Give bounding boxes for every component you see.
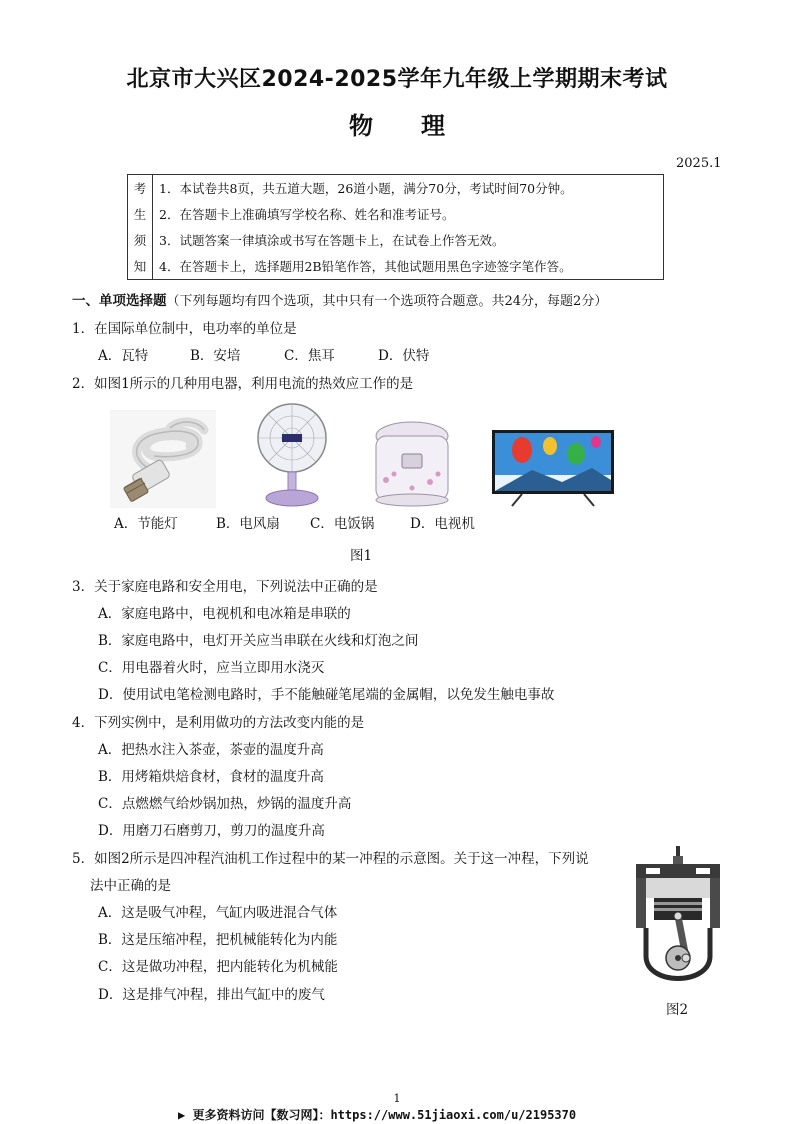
notice-label: 须	[128, 227, 153, 253]
figure-2-caption: 图2	[666, 1002, 689, 1018]
notice-item: 2．在答题卡上准确填写学校名称、姓名和准考证号。	[153, 201, 664, 227]
question-1-stem: 1．在国际单位制中，电功率的单位是	[72, 321, 297, 337]
section-note: （下列每题均有四个选项，其中只有一个选项符合题意。共24分，每题2分）	[166, 294, 608, 309]
q3-option-d: D．使用试电笔检测电路时，手不能触碰笔尾端的金属帽，以免发生触电事故	[98, 687, 555, 703]
question-5-stem-line-2: 法中正确的是	[90, 878, 171, 894]
q4-option-d: D．用磨刀石磨剪刀，剪刀的温度升高	[98, 823, 325, 839]
section-title: 一、单项选择题	[72, 293, 167, 309]
notice-label: 考	[128, 175, 153, 202]
notice-label: 生	[128, 201, 153, 227]
q5-option-b: B．这是压缩冲程，把机械能转化为内能	[98, 932, 338, 948]
section-heading	[72, 289, 607, 309]
q3-option-a: A．家庭电路中，电视机和电冰箱是串联的	[98, 606, 351, 622]
q5-option-d: D．这是排气冲程，排出气缸中的废气	[98, 987, 325, 1003]
q4-option-c: C．点燃燃气给炒锅加热，炒锅的温度升高	[98, 796, 352, 812]
footer-link[interactable]: ▶ 更多资料访问【数习网】：https://www.51jiaoxi.com/u/2195370	[178, 1108, 577, 1122]
figure-1-caption: 图1	[350, 548, 373, 564]
question-3-stem: 3．关于家庭电路和安全用电，下列说法中正确的是	[72, 579, 378, 595]
q2-option-b: B．电风扇	[216, 516, 280, 532]
page-number: 1	[393, 1092, 401, 1105]
energy-saving-lamp-image	[110, 410, 216, 508]
notice-label: 知	[128, 253, 153, 280]
electric-fan-image	[252, 400, 332, 508]
television-image	[492, 430, 614, 508]
q3-option-c: C．用电器着火时，应当立即用水浇灭	[98, 660, 325, 676]
subject-title: 物 理	[349, 112, 445, 140]
notice-item: 1．本试卷共8页，共五道大题，26道小题，满分70分，考试时间70分钟。	[153, 175, 664, 202]
q5-option-c: C．这是做功冲程，把内能转化为机械能	[98, 959, 338, 975]
notice-item: 4．在答题卡上，选择题用2B铅笔作答，其他试题用黑色字迹签字笔作答。	[153, 253, 664, 280]
q4-option-a: A．把热水注入茶壶，茶壶的温度升高	[98, 742, 324, 758]
engine-diagram-image	[628, 846, 728, 994]
question-5-stem-line-1: 5．如图2所示是四冲程汽油机工作过程中的某一冲程的示意图。关于这一冲程，下列说	[72, 851, 589, 867]
q5-option-a: A．这是吸气冲程，气缸内吸进混合气体	[98, 905, 338, 921]
q2-option-d: D．电视机	[410, 516, 475, 532]
q3-option-b: B．家庭电路中，电灯开关应当串联在火线和灯泡之间	[98, 633, 419, 649]
q1-option-a: A．瓦特	[98, 348, 149, 364]
q1-option-c: C．焦耳	[284, 348, 335, 364]
notice-item: 3．试题答案一律填涂或书写在答题卡上，在试卷上作答无效。	[153, 227, 664, 253]
notice-table	[127, 174, 664, 280]
question-4-stem: 4．下列实例中，是利用做功的方法改变内能的是	[72, 715, 365, 731]
q1-option-b: B．安培	[190, 348, 241, 364]
q1-option-d: D．伏特	[378, 348, 430, 364]
exam-title: 北京市大兴区2024-2025学年九年级上学期期末考试	[126, 67, 668, 92]
exam-date: 2025.1	[676, 156, 722, 171]
rice-cooker-image	[370, 418, 454, 510]
q2-option-c: C．电饭锅	[310, 516, 375, 532]
question-2-stem: 2．如图1所示的几种用电器，利用电流的热效应工作的是	[72, 376, 414, 392]
q4-option-b: B．用烤箱烘焙食材，食材的温度升高	[98, 769, 324, 785]
q2-option-a: A．节能灯	[114, 516, 178, 532]
